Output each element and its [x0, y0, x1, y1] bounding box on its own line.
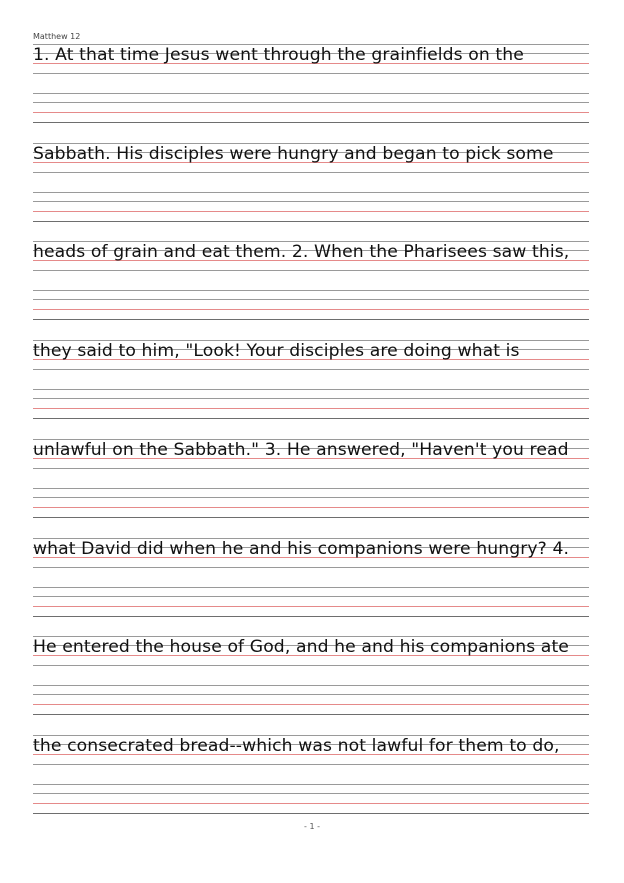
guide-rule: [33, 587, 589, 588]
guide-rule: [33, 596, 589, 597]
chapter-header: Matthew 12: [33, 32, 81, 41]
text-line: 1. At that time Jesus went through the grainfields on the: [33, 45, 524, 65]
guide-rule: [33, 102, 589, 103]
writing-block: [33, 340, 589, 430]
baseline-rule: [33, 309, 589, 310]
guide-rule: [33, 488, 589, 489]
writing-block: [33, 143, 589, 233]
writing-block: [33, 636, 589, 726]
guide-rule: [33, 764, 589, 765]
guide-rule: [33, 398, 589, 399]
guide-rule: [33, 192, 589, 193]
guide-rule: [33, 290, 589, 291]
text-line: unlawful on the Sabbath." 3. He answered, "Haven't you read: [33, 440, 569, 460]
writing-block: [33, 241, 589, 331]
guide-rule: [33, 73, 589, 74]
guide-rule: [33, 319, 589, 320]
guide-rule: [33, 685, 589, 686]
guide-rule: [33, 369, 589, 370]
text-line: what David did when he and his companions were hungry? 4.: [33, 539, 570, 559]
guide-rule: [33, 616, 589, 617]
baseline-rule: [33, 704, 589, 705]
guide-rule: [33, 517, 589, 518]
writing-block: [33, 44, 589, 134]
baseline-rule: [33, 507, 589, 508]
writing-block: [33, 538, 589, 628]
text-line: He entered the house of God, and he and his companions ate: [33, 637, 569, 657]
guide-rule: [33, 694, 589, 695]
guide-rule: [33, 299, 589, 300]
guide-rule: [33, 122, 589, 123]
writing-block: [33, 735, 589, 825]
guide-rule: [33, 793, 589, 794]
guide-rule: [33, 567, 589, 568]
baseline-rule: [33, 408, 589, 409]
baseline-rule: [33, 211, 589, 212]
baseline-rule: [33, 803, 589, 804]
guide-rule: [33, 784, 589, 785]
text-line: heads of grain and eat them. 2. When the Pharisees saw this,: [33, 242, 570, 262]
baseline-rule: [33, 606, 589, 607]
text-line: Sabbath. His disciples were hungry and began to pick some: [33, 144, 554, 164]
guide-rule: [33, 389, 589, 390]
text-line: the consecrated bread--which was not lawful for them to do,: [33, 736, 560, 756]
guide-rule: [33, 665, 589, 666]
text-line: they said to him, "Look! Your disciples are doing what is: [33, 341, 520, 361]
guide-rule: [33, 201, 589, 202]
guide-rule: [33, 221, 589, 222]
page-number: - 1 -: [304, 822, 320, 831]
guide-rule: [33, 270, 589, 271]
writing-block: [33, 439, 589, 529]
guide-rule: [33, 714, 589, 715]
guide-rule: [33, 418, 589, 419]
baseline-rule: [33, 112, 589, 113]
guide-rule: [33, 93, 589, 94]
guide-rule: [33, 468, 589, 469]
guide-rule: [33, 172, 589, 173]
guide-rule: [33, 497, 589, 498]
guide-rule: [33, 813, 589, 814]
